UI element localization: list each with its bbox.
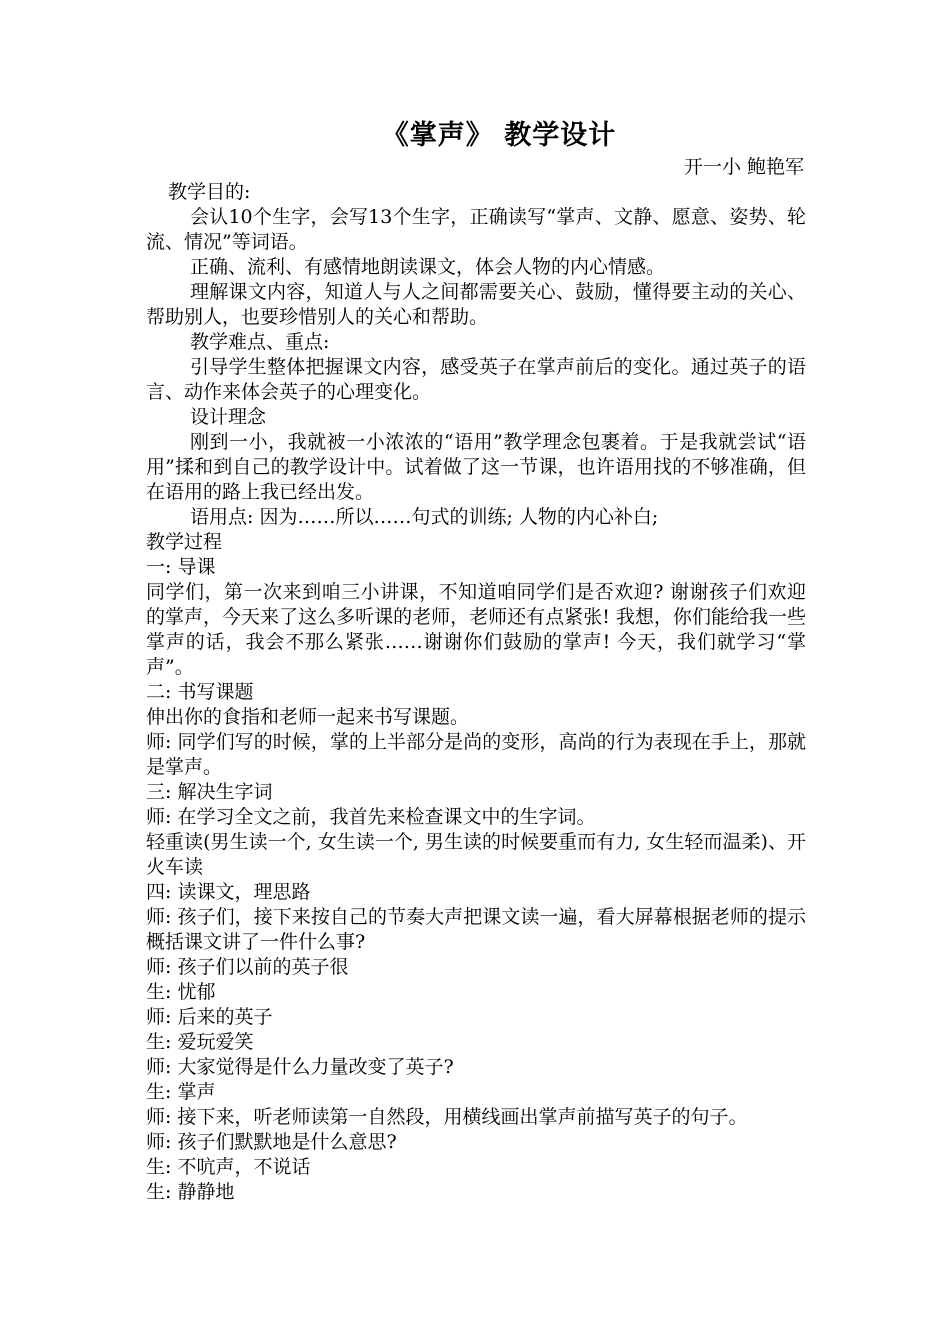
paragraph: 伸出你的食指和老师一起来书写课题。 (146, 706, 470, 728)
paragraph: 正确、流利、有感情地朗读课文，体会人物的内心情感。 (190, 256, 666, 278)
paragraph: 师: 孩子们以前的英子很 (146, 956, 349, 978)
paragraph: 理解课文内容，知道人与人之间都需要关心、鼓励，懂得要主动的关心、帮助别人，也要珍惜别人的关心和帮助。 (146, 281, 806, 328)
paragraph: 教学过程 (146, 531, 223, 553)
paragraph: 设计理念 (190, 406, 267, 428)
paragraph: 会认10个生字，会写13个生字，正确读写“掌声、文静、愿意、姿势、轮流、情况”等词语。 (146, 206, 806, 253)
paragraph: 师: 接下来，听老师读第一自然段，用横线画出掌声前描写英子的句子。 (146, 1106, 748, 1128)
paragraph: 教学目的: (168, 181, 251, 203)
paragraph: 生: 静静地 (146, 1181, 235, 1203)
paragraph: 师: 孩子们，接下来按自己的节奏大声把课文读一遍，看大屏幕根据老师的提示概括课文讲了一件什么事? (146, 906, 806, 953)
paragraph: 师: 大家觉得是什么力量改变了英子? (146, 1056, 454, 1078)
paragraph: 二: 书写课题 (146, 681, 254, 703)
paragraph: 生: 忧郁 (146, 981, 216, 1003)
paragraph: 引导学生整体把握课文内容，感受英子在掌声前后的变化。通过英子的语言、动作来体会英子的心理变化。 (146, 356, 806, 403)
document-title: 《掌声》 教学设计 (381, 120, 617, 151)
paragraph: 师: 后来的英子 (146, 1006, 273, 1028)
paragraph: 一: 导课 (146, 556, 216, 578)
paragraph: 师: 同学们写的时候，掌的上半部分是尚的变形，高尚的行为表现在手上，那就是掌声。 (146, 731, 806, 778)
document-page (146, 118, 806, 1205)
paragraph: 生: 不吭声，不说话 (146, 1156, 311, 1178)
paragraph: 四: 读课文，理思路 (146, 881, 311, 903)
paragraph: 刚到一小，我就被一小浓浓的“语用”教学理念包裹着。于是我就尝试“语用”揉和到自己的教学设计中。试着做了这一节课，也许语用找的不够准确，但在语用的路上我已经出发。 (146, 431, 806, 503)
paragraph: 师: 孩子们默默地是什么意思? (146, 1131, 397, 1153)
paragraph: 同学们，第一次来到咱三小讲课，不知道咱同学们是否欢迎? 谢谢孩子们欢迎的掌声，今天来了这么多听课的老师，老师还有点紧张! 我想，你们能给我一些掌声的话，我会不那么紧张……谢谢你们鼓励的掌声! 今天，我们就学习“掌声”。 (146, 581, 806, 678)
paragraph: 三: 解决生字词 (146, 781, 273, 803)
document-author: 开一小 鲍艳军 (683, 156, 804, 178)
paragraph: 教学难点、重点: (190, 331, 330, 353)
paragraph: 轻重读(男生读一个, 女生读一个, 男生读的时候要重而有力, 女生轻而温柔)、开火车读 (146, 831, 806, 878)
paragraph: 生: 爱玩爱笑 (146, 1031, 254, 1053)
paragraph: 语用点: 因为……所以……句式的训练; 人物的内心补白; (190, 506, 659, 528)
paragraph: 生: 掌声 (146, 1081, 216, 1103)
paragraph: 师: 在学习全文之前，我首先来检查课文中的生字词。 (146, 806, 596, 828)
document-body (146, 180, 806, 1205)
